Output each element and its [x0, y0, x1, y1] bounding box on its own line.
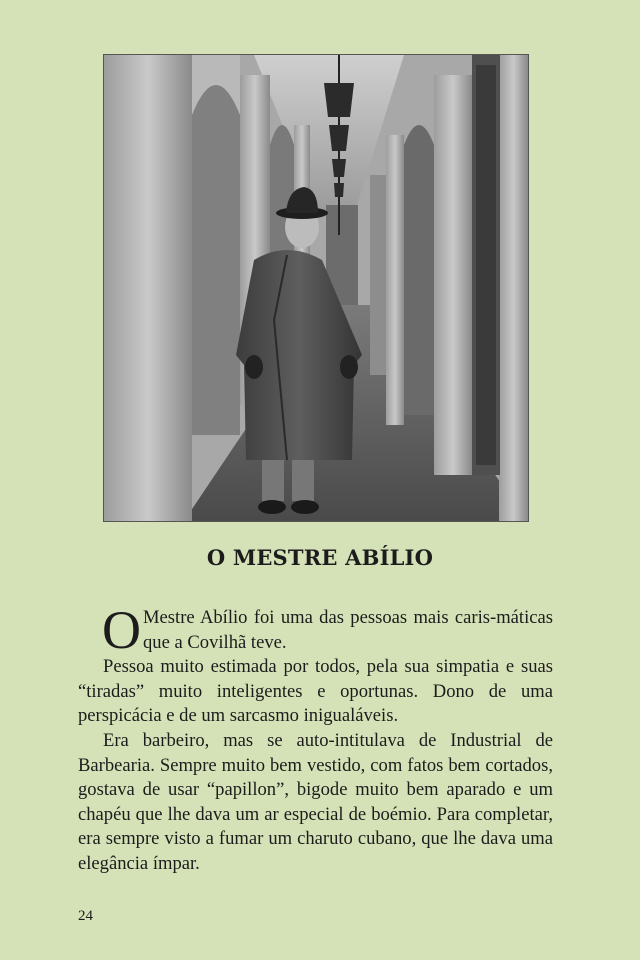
paragraph-1 — [78, 600, 553, 660]
paragraph-3: Era barbeiro, mas se auto-intitulava de Industrial de Barbearia. Sempre muito bem vestido, com fatos bem cortados, gostava de usar “papillon”, bigode muito bem aparado e um chapéu que lhe dava um ar especial de boémio. Para completar, era sempre visto a fumar um charuto cubano, que lhe dava uma elegância ímpar. — [78, 729, 553, 874]
paragraph-1-text: Mestre Abílio foi uma das pessoas mais caris-máticas que a Covilhã teve. — [143, 607, 553, 653]
paragraph-2: Pessoa muito estimada por todos, pela sua simpatia e suas “tiradas” muito inteligentes e oportunas. Dono de uma perspicácia e de um sarcasmo inigualáveis. — [78, 656, 553, 727]
page-number: 24 — [78, 908, 93, 924]
chapter-title: O MESTRE ABÍLIO — [206, 545, 434, 570]
man-in-coat-photo — [103, 54, 529, 522]
drop-cap: O — [102, 600, 141, 660]
body-text — [78, 600, 553, 877]
